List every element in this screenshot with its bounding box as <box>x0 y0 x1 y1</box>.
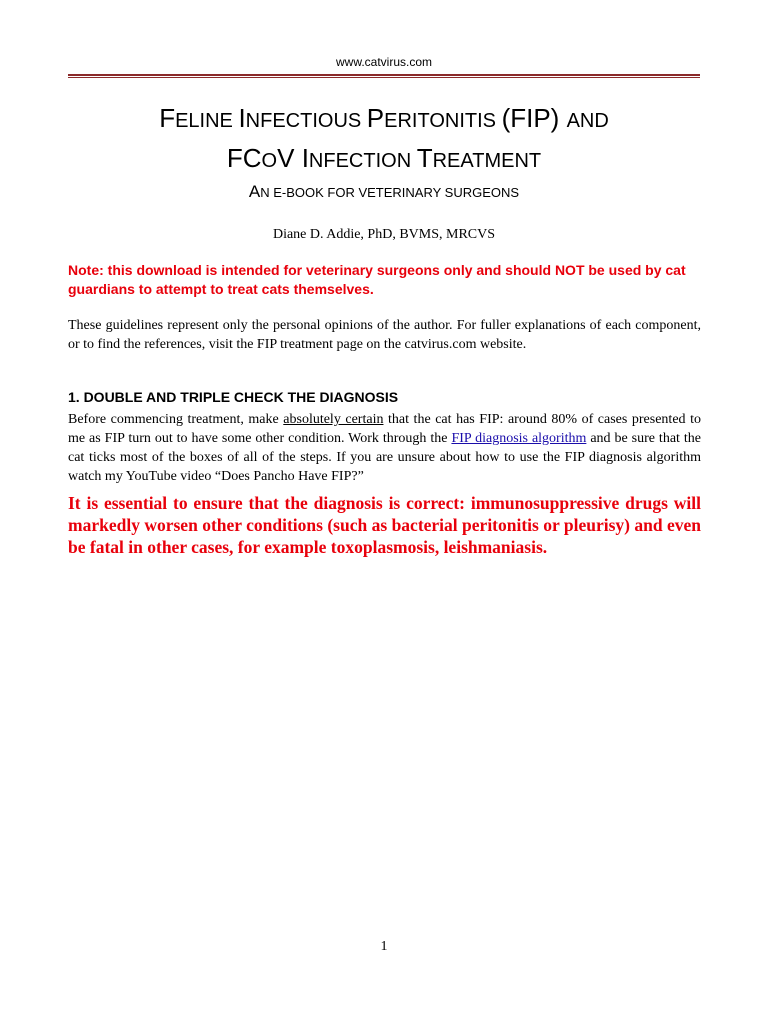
title-part: ELINE <box>175 110 239 132</box>
diagnosis-warning: It is essential to ensure that the diagnosis is correct: immunosuppressive drugs will markedly worsen other conditions (such as bacterial peritonitis or pleurisy) and even be fatal in other cases, for example toxoplasmosis, leishmaniasis. <box>68 493 701 557</box>
paragraph-text: Before commencing treatment, make <box>68 412 284 427</box>
diagnosis-paragraph <box>68 410 701 486</box>
subtitle <box>0 182 768 202</box>
title-part: O <box>261 150 278 172</box>
title-part: I <box>238 103 246 133</box>
header-url: www.catvirus.com <box>335 55 433 69</box>
title-line-2 <box>0 138 768 175</box>
title-line-1 <box>0 98 768 135</box>
intro-paragraph: These guidelines represent only the personal opinions of the author. For fuller explanations of each component, or to find the references, visit the FIP treatment page on the catvirus.com website. <box>68 318 701 352</box>
title-part: V <box>277 143 302 173</box>
underlined-emphasis: absolutely certain <box>283 412 384 427</box>
fip-diagnosis-algorithm-link[interactable]: FIP diagnosis algorithm <box>451 431 587 446</box>
title-part: REATMENT <box>432 150 542 172</box>
title-part: F <box>159 103 176 133</box>
header-rule <box>68 74 700 78</box>
author-line: Diane D. Addie, PhD, BVMS, MRCVS <box>272 227 496 242</box>
title-part: ERITONITIS <box>384 110 502 132</box>
title-part: P <box>366 103 385 133</box>
title-part: I <box>301 143 309 173</box>
veterinary-note: Note: this download is intended for veterinary surgeons only and should NOT be used by cat guardians to attempt to treat cats themselves. <box>68 262 686 297</box>
title-part: (FIP) <box>501 103 567 133</box>
subtitle-part: A <box>248 182 261 201</box>
section-heading: 1. DOUBLE AND TRIPLE CHECK THE DIAGNOSIS <box>68 389 399 405</box>
subtitle-part: N E-BOOK FOR VETERINARY SURGEONS <box>260 185 520 200</box>
page-number: 1 <box>380 939 388 954</box>
title-part: AND <box>566 110 609 132</box>
paragraph-text: that the cat has FIP: around 80% of cases presented to me as FIP turn out to have some other condition. Work through the <box>68 412 701 446</box>
title-part: NFECTIOUS <box>245 110 367 132</box>
title-part: NFECTION <box>308 150 417 172</box>
paragraph-text: and be sure that the cat ticks most of the boxes of all of the steps. If you are unsure about how to use the FIP diagnosis algorithm watch my YouTube video “Does Pancho Have FIP?” <box>68 431 701 484</box>
title-part: T <box>416 143 433 173</box>
title-part: FC <box>226 143 262 173</box>
